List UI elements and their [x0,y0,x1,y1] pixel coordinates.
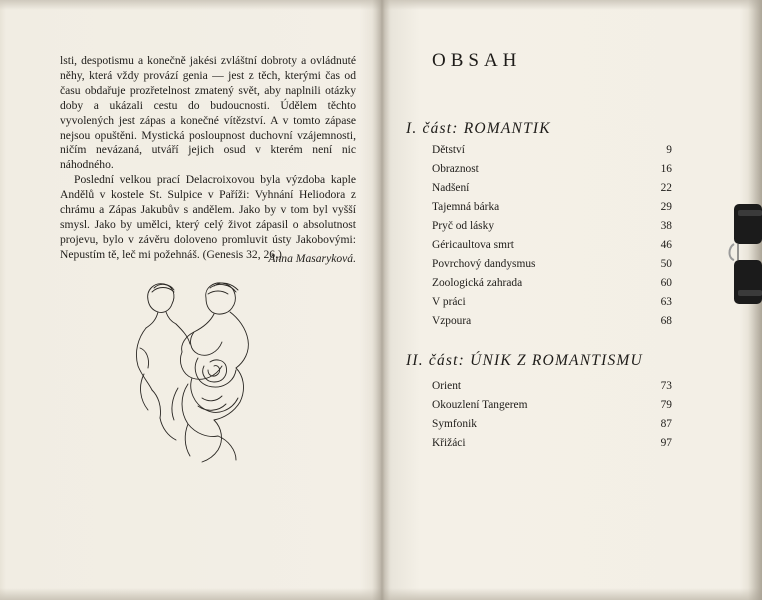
toc-entry-page: 50 [660,258,672,270]
toc-entry[interactable] [432,258,672,277]
toc-entry[interactable] [432,144,672,163]
toc-entry-page: 46 [660,239,672,251]
toc-entry-label: Křižáci [432,437,466,449]
toc-title: OBSAH [432,50,522,71]
toc-entry-page: 79 [660,399,672,411]
toc-entry-label: V práci [432,296,466,308]
toc-entry-label: Povrchový dandysmus [432,258,536,270]
toc-entry-label: Okouzlení Tangerem [432,399,528,411]
toc-entry[interactable] [432,418,672,437]
toc-entry-label: Tajemná bárka [432,201,500,213]
toc-entry-page: 97 [660,437,672,449]
toc-entry[interactable] [432,437,672,456]
binder-clip-icon [728,200,762,308]
toc-entry-label: Vzpoura [432,315,472,327]
toc-entry-label: Symfonik [432,418,477,430]
toc-entry[interactable] [432,277,672,296]
toc-entry-page: 29 [660,201,672,213]
book-gutter [372,0,390,600]
paragraph: lsti, despotismu a konečně jakési zvláštní dobroty a ovládnuté něhy, která vždy provází genia — jest z těch, kterými čas od času obdařuje prozřetelnost zmatený svět, aby naplnili otázky doby a ukázali cestu do budoucnosti. Údělem těchto vyvolených jest zápas a konečné vítězství. A v tomto zápase nejsou opuštěni. Mystická posloupnost duchovní vzájemnosti, ničím nevázaná, utváří jejich osud v kterém není nic náhodného. [60,54,356,172]
toc-entry-page: 68 [660,315,672,327]
toc-list-part-1 [432,144,672,334]
toc-entry[interactable] [432,239,672,258]
toc-entry-page: 22 [660,182,672,194]
toc-entry-label: Pryč od lásky [432,220,495,232]
toc-entry-page: 73 [660,380,672,392]
toc-entry-page: 63 [660,296,672,308]
toc-part-title: II. část: ÚNIK Z ROMANTISMU [406,352,643,369]
left-page-text [60,54,356,263]
toc-entry-page: 9 [666,144,672,156]
toc-entry[interactable] [432,163,672,182]
author-signature: Anna Masaryková. [268,252,356,265]
paragraph: Poslední velkou prací Delacroixovou byla výzdoba kaple Andělů v kostele St. Sulpice v Paříži: Vyhnání Heliodora z chrámu a Zápas Jakubův s andělem. Jako by v tom byl vyšší smysl. Jako by umělci, který celý život zápasil o absolutnost projevu, bylo v závěru doloveno promluvit ústy Jakobovými: Nepustím tě, leč mi požehnáš. (Genesis 32, 26.) [60,173,356,261]
toc-part-title: I. část: ROMANTIK [406,120,551,137]
toc-entry[interactable] [432,380,672,399]
toc-entry-page: 38 [660,220,672,232]
toc-entry[interactable] [432,399,672,418]
toc-entry-page: 60 [660,277,672,289]
toc-entry-label: Zoologická zahrada [432,277,523,289]
toc-entry-label: Orient [432,380,462,392]
toc-entry[interactable] [432,182,672,201]
toc-entry-label: Géricaultova smrt [432,239,514,251]
toc-entry[interactable] [432,201,672,220]
toc-entry[interactable] [432,296,672,315]
toc-list-part-2 [432,380,672,456]
toc-entry[interactable] [432,220,672,239]
toc-entry-label: Nadšení [432,182,470,194]
toc-entry-label: Dětství [432,144,465,156]
toc-entry[interactable] [432,315,672,334]
toc-entry-page: 87 [660,418,672,430]
toc-entry-page: 16 [660,163,672,175]
sketch-of-two-figures-wrestling-icon [118,278,268,468]
toc-entry-label: Obraznost [432,163,479,175]
